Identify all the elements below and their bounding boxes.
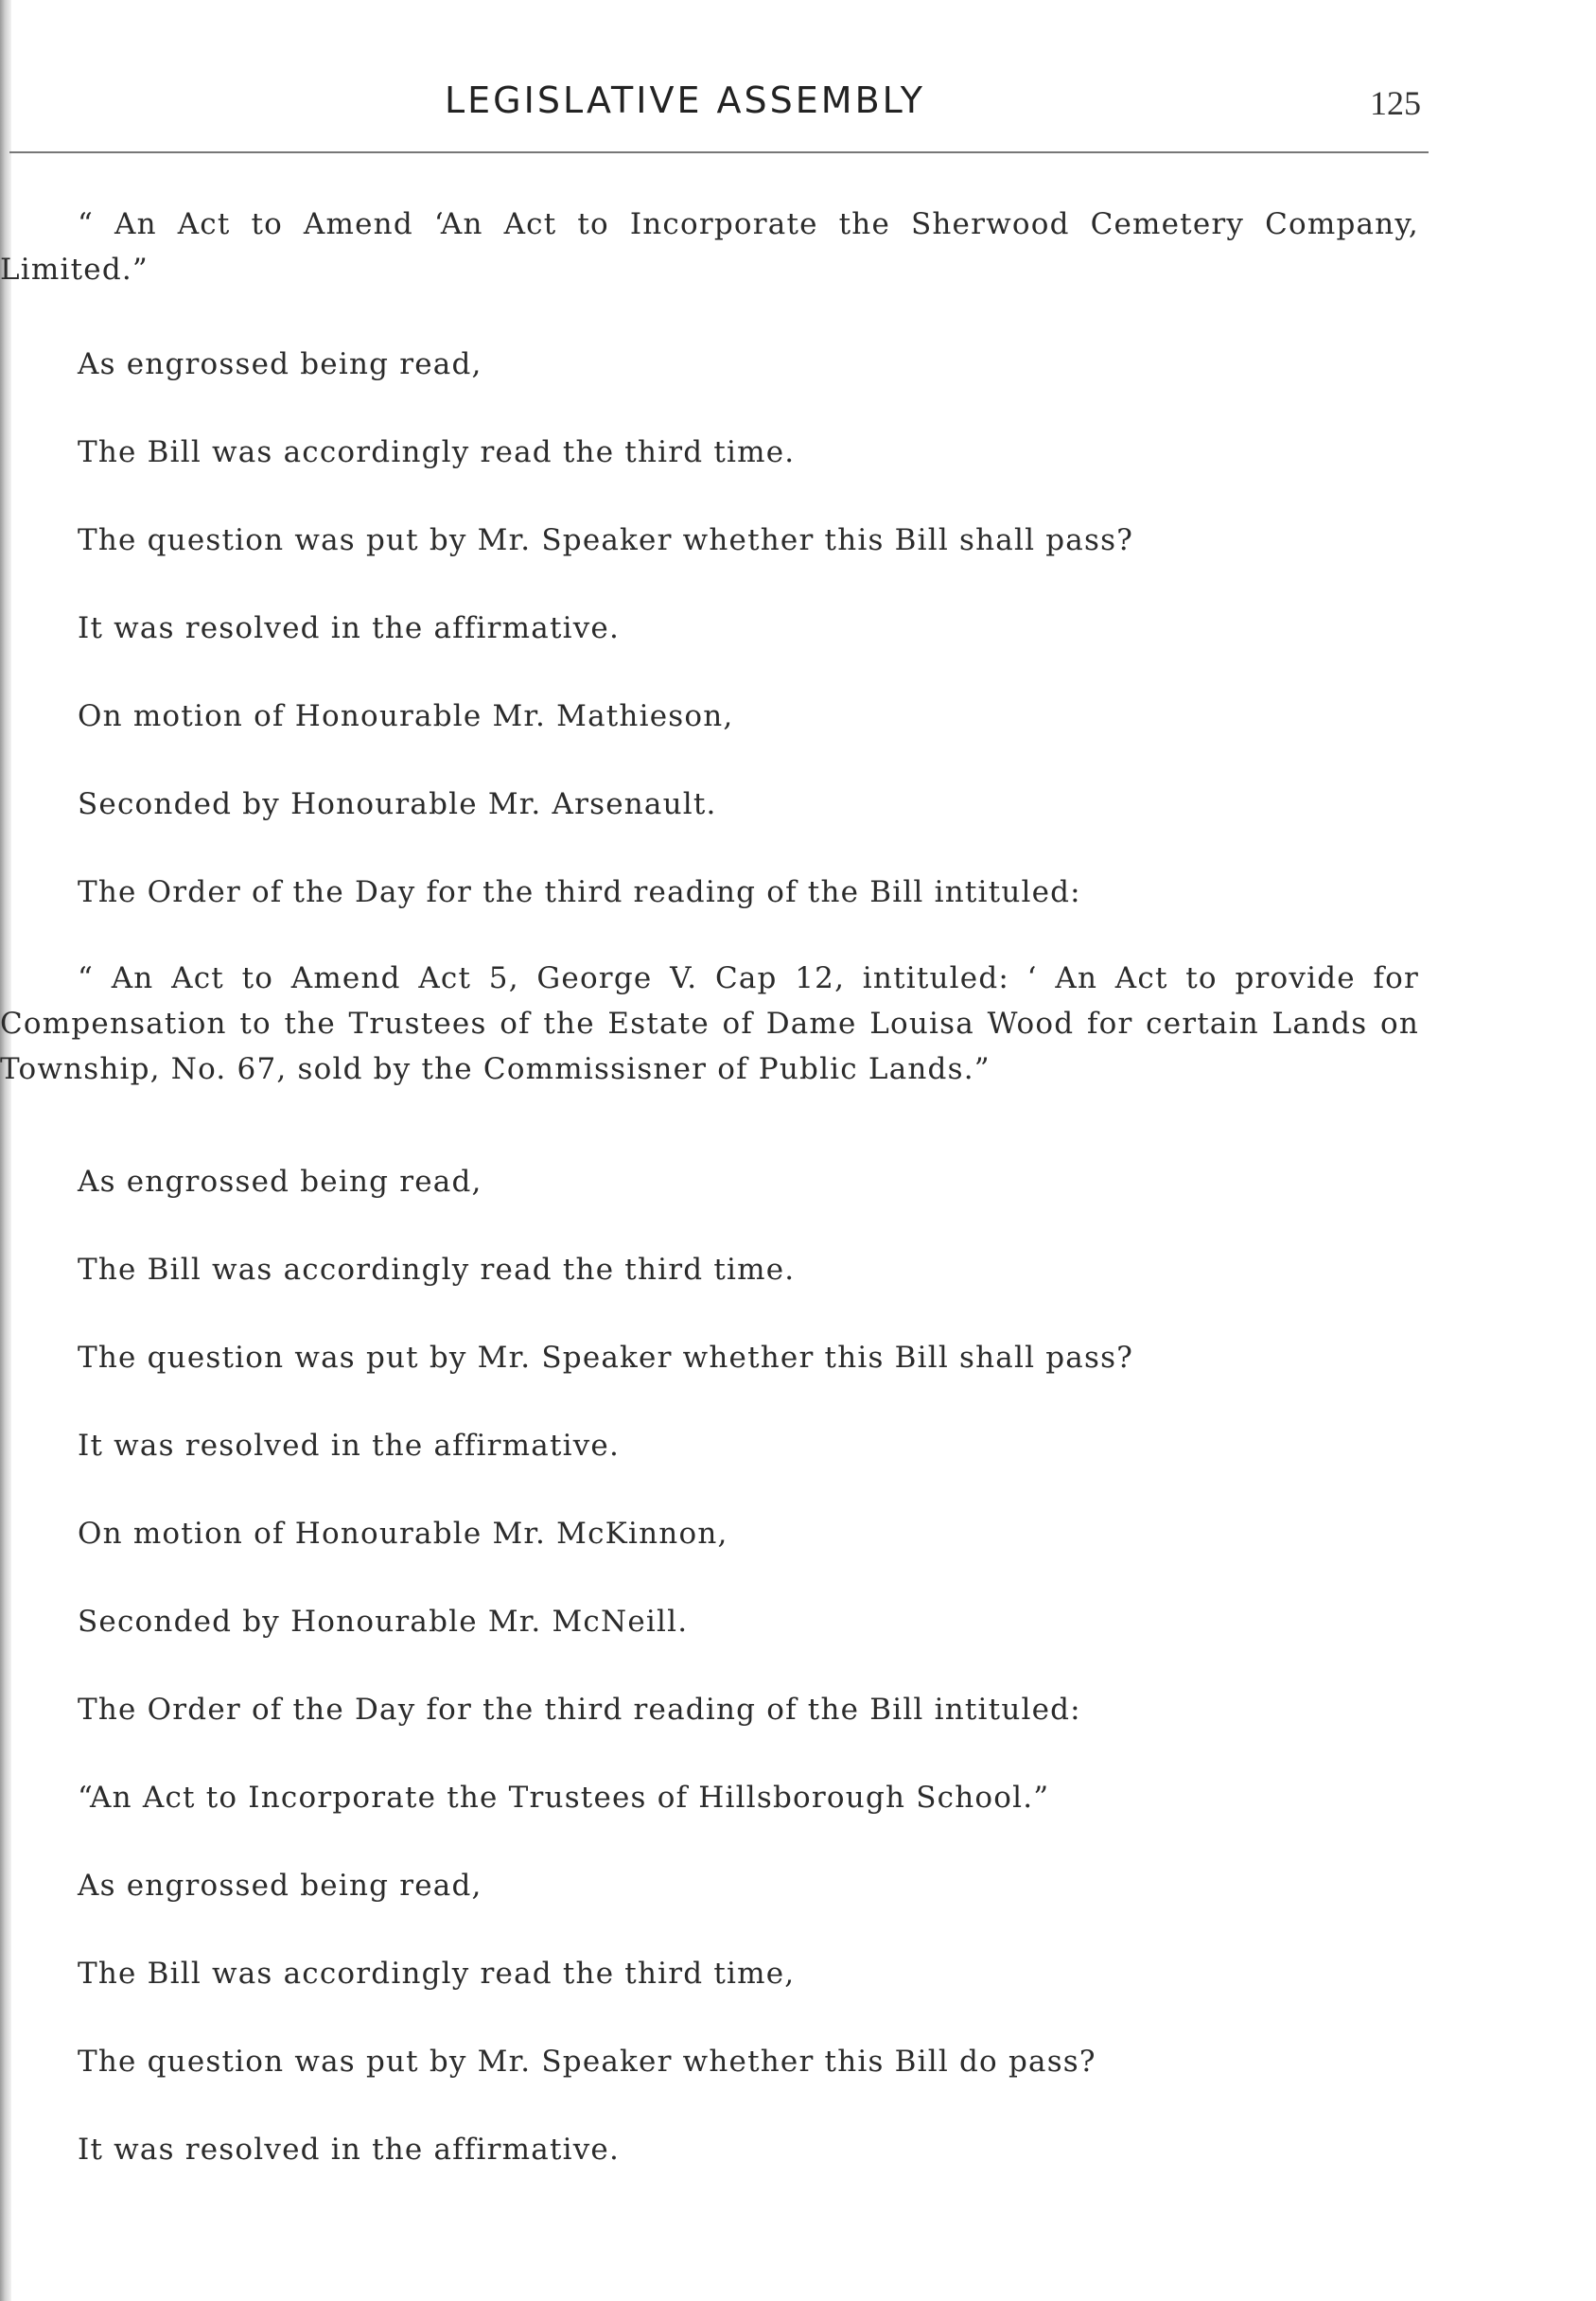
running-head [0,79,1596,136]
paragraph: Seconded by Honourable Mr. McNeill. [78,1605,689,1639]
paragraph: On motion of Honourable Mr. Mathieson, [78,699,734,733]
paragraph-act-title: “ An Act to Amend Act 5, George V. Cap 12, intituled: ‘ An Act to provide for Compensation to the Trustees of the Estate of Dame Louisa Wood for certain Lands on Township, No. 67, sold by the Commissisner of Public Lands.” [0,961,1419,1086]
paragraph: The Order of the Day for the third reading of the Bill intituled: [78,1693,1081,1727]
paragraph: It was resolved in the affirmative. [78,1429,621,1463]
paragraph: It was resolved in the affirmative. [78,611,621,645]
paragraph: The Bill was accordingly read the third time, [78,1957,796,1991]
paragraph: The Order of the Day for the third reading of the Bill intituled: [78,875,1081,909]
paragraph: As engrossed being read, [78,1869,482,1903]
running-head-title: LEGISLATIVE ASSEMBLY [445,79,925,121]
paragraph: The Bill was accordingly read the third time. [78,435,796,469]
paragraph: On motion of Honourable Mr. McKinnon, [78,1517,728,1551]
paragraph: The question was put by Mr. Speaker whether this Bill do pass? [78,2045,1096,2079]
paragraph: As engrossed being read, [78,1165,482,1199]
header-rule [9,151,1429,153]
paragraph: The Bill was accordingly read the third time. [78,1253,796,1287]
paragraph-act-title: “An Act to Incorporate the Trustees of Hillsborough School.” [78,1781,1050,1815]
paragraph-act-title: “ An Act to Amend ‘An Act to Incorporate the Sherwood Cemetery Company, Limited.” [0,207,1419,287]
paragraph: The question was put by Mr. Speaker whether this Bill shall pass? [78,523,1134,557]
paragraph: It was resolved in the affirmative. [78,2133,621,2167]
page-binding-edge [0,0,11,2301]
paragraph: The question was put by Mr. Speaker whether this Bill shall pass? [78,1341,1134,1375]
paragraph: Seconded by Honourable Mr. Arsenault. [78,787,717,821]
paragraph: As engrossed being read, [78,347,482,381]
page-number: 125 [1370,84,1421,122]
